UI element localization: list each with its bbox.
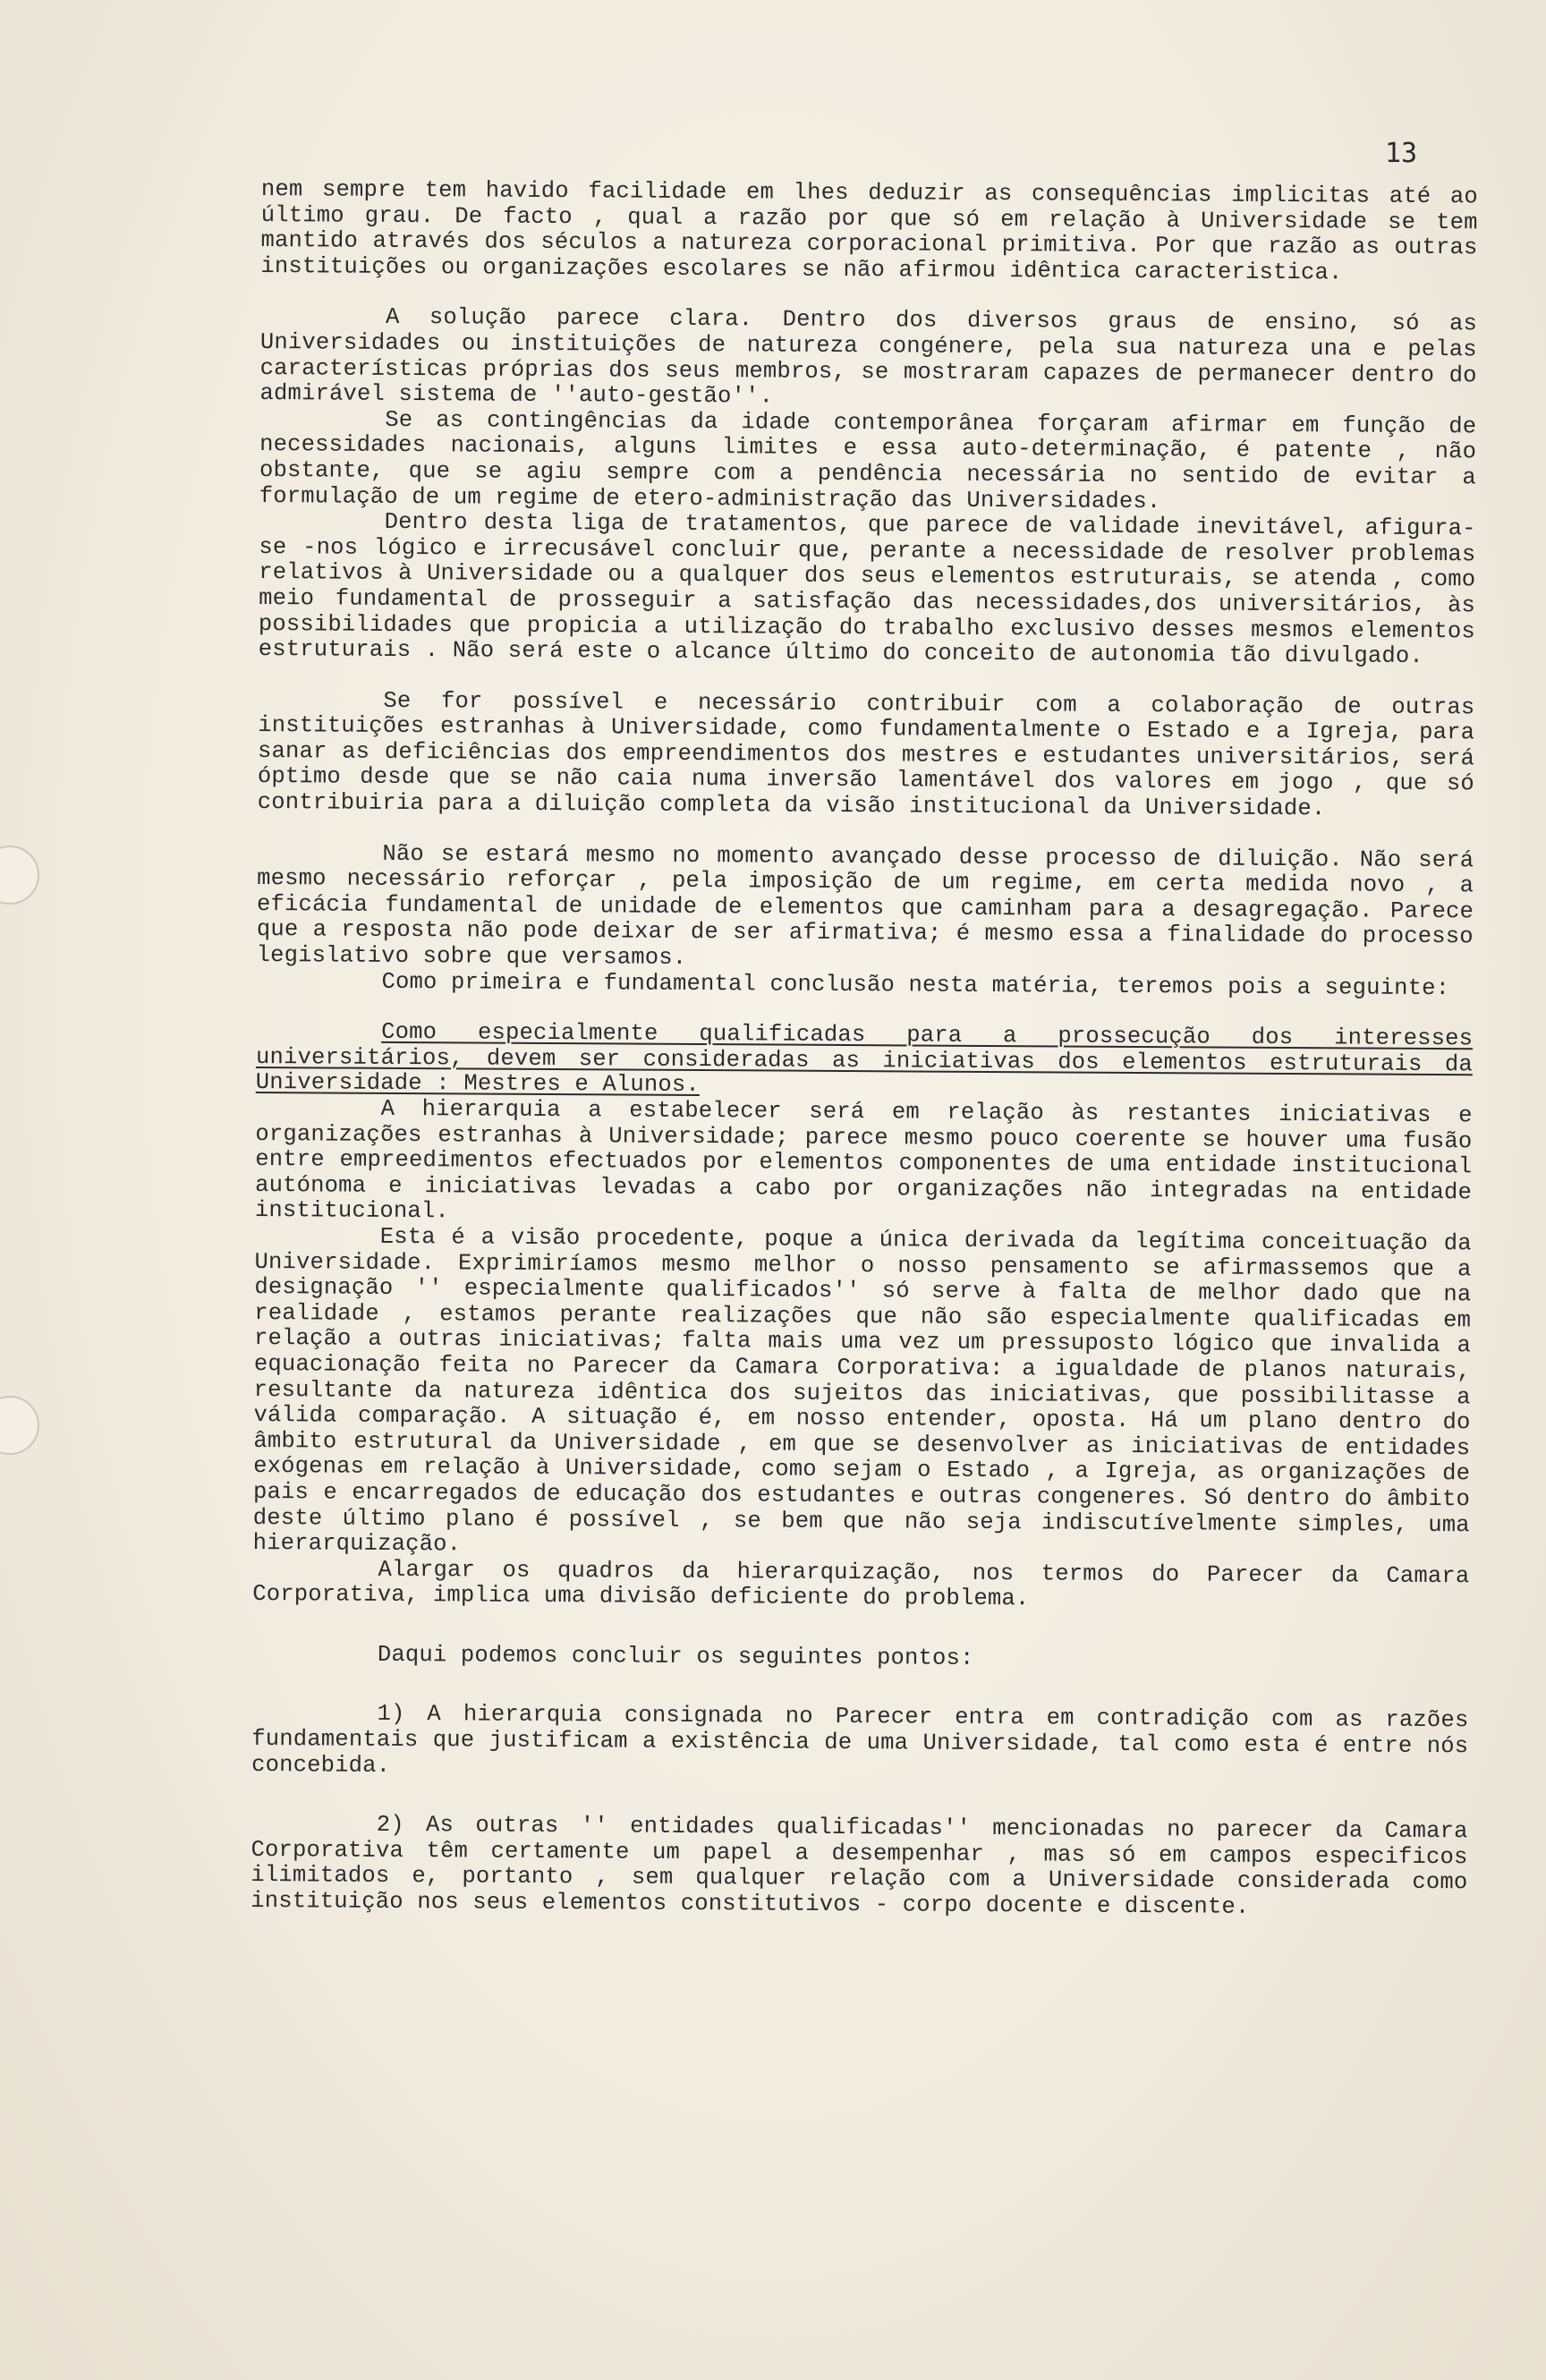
paragraph: Alargar os quadros da hierarquização, nos termos do Parecer da Camara Corporativa, implica uma divisão deficiente do problema. <box>252 1556 1470 1612</box>
conclusion-paragraph <box>256 1019 1473 1103</box>
paragraph: Se as contingências da idade contemporânea forçaram afirmar em função de necessidades nacionais, alguns limites e essa auto-determinação, é patente , não obstante, que se agiu sempre com a pendência necessária no sentido de evitar a formulação de um regime de etero-administração das Universidades. <box>259 406 1477 514</box>
paragraph: A hierarquia a estabelecer será em relação às restantes iniciativas e organizações estranhas à Universidade; parece mesmo pouco coerente se houver uma fusão entre empreedimentos efectuados por elementos componentes de uma entidade institucional autónoma e iniciativas levadas a cabo por organizações não integradas na entidade institucional. <box>254 1095 1473 1225</box>
points-intro: Daqui podemos concluir os seguintes pontos: <box>377 1641 974 1671</box>
paragraph: Esta é a visão procedente, poque a única derivada da legítima conceituação da Universidade. Exprimiríamos mesmo melhor o nosso pensamento se afirmassemos que a designação '' especialmente qualificados'' só serve à falta de melhor dado que na realidade , estamos perante realizações que não são especialmente qualificadas em relação a outras iniciativas; falta mais uma vez um pressuposto lógico que invalida a equacionação feita no Parecer da Camara Corporativa: a igualdade de planos naturais, resultante da natureza idêntica dos sujeitos das iniciativas, que possibilitasse a válida comparação. A situação é, em nosso entender, oposta. Há um plano dentro do âmbito estrutural da Universidade , em que se desenvolver as iniciativas de entidades exógenas em relação à Universidade, como sejam o Estado , a Igreja, as organizações de pais e encarregados de educação dos estudantes e outras congeneres. Só dentro do âmbito deste último plano é possível , se bem que não seja indiscutívelmente simples, uma hierarquização. <box>252 1223 1472 1558</box>
punch-hole <box>0 1396 39 1455</box>
paragraph: Se for possível e necessário contribuir com a colaboração de outras instituições estranhas à Universidade, como fundamentalmente o Estado e a Igreja, para sanar as deficiências dos empreendimentos dos mestres e estudantes universitários, será óptimo desde que se não caia numa inversão lamentável dos valores em jogo , que só contribuiria para a diluição completa da visão institucional da Universidade. <box>257 687 1475 822</box>
document-body <box>251 177 1478 1922</box>
paragraph: A solução parece clara. Dentro dos diversos graus de ensino, só as Universidades ou instituições de natureza congénere, pela sua natureza una e pelas características próprias dos seus membros, se mostraram capazes de permanecer dentro do admirável sistema de ''auto-gestão''. <box>259 304 1478 410</box>
paragraph: Como primeira e fundamental conclusão nesta matéria, teremos pois a seguinte: <box>381 968 1450 1001</box>
page-number: 13 <box>1385 138 1418 169</box>
paragraph: Não se estará mesmo no momento avançado desse processo de diluição. Não será mesmo necessário reforçar , pela imposição de um regime, em certa medida novo , a eficácia fundamental de unidade de elementos que caminham para a desagregação. Parece que a resposta não pode deixar de ser afirmativa; é mesmo essa a finalidade do processo legislativo sobre que versamos. <box>256 840 1474 971</box>
paragraph-continuation: nem sempre tem havido facilidade em lhes deduzir as consequências implicitas até ao último grau. De facto , qual a razão por que só em relação à Universidade se tem mantido através dos séculos a natureza corporacional primitiva. Por que razão as outras instituições ou organizações escolares se não afirmou idêntica caracteristica. <box>260 176 1478 286</box>
punch-hole <box>0 846 39 905</box>
point-1: 1) A hierarquia consignada no Parecer entra em contradição com as razões fundamentais que justificam a existência de uma Universidade, tal como esta é entre nós concebida. <box>251 1701 1469 1779</box>
underlined-conclusion: Como especialmente qualificadas para a prossecução dos interesses universitários, devem ser consideradas as iniciativas dos elementos estruturais da Universidade : Mestres e Alunos. <box>255 1019 1474 1099</box>
point-2: 2) As outras '' entidades qualificadas'' mencionadas no parecer da Camara Corporativa têm certamente um papel a desempenhar , mas só em campos especificos ilimitados e, portanto , sem qualquer relação com a Universidade considerada como instituição nos seus elementos constitutivos - corpo docente e discente. <box>251 1812 1468 1920</box>
paragraph: Dentro desta liga de tratamentos, que parece de validade inevitável, afigura-se -nos lógico e irrecusável concluir que, perante a necessidade de resolver problemas relativos à Universidade ou a qualquer dos seus elementos estruturais, se atenda , como meio fundamental de prosseguir a satisfação das necessidades,dos universitários, às possibilidades que propicia a utilização do trabalho exclusivo desses mesmos elementos estruturais . Não será este o alcance último do conceito de autonomia tão divulgado. <box>258 508 1476 670</box>
